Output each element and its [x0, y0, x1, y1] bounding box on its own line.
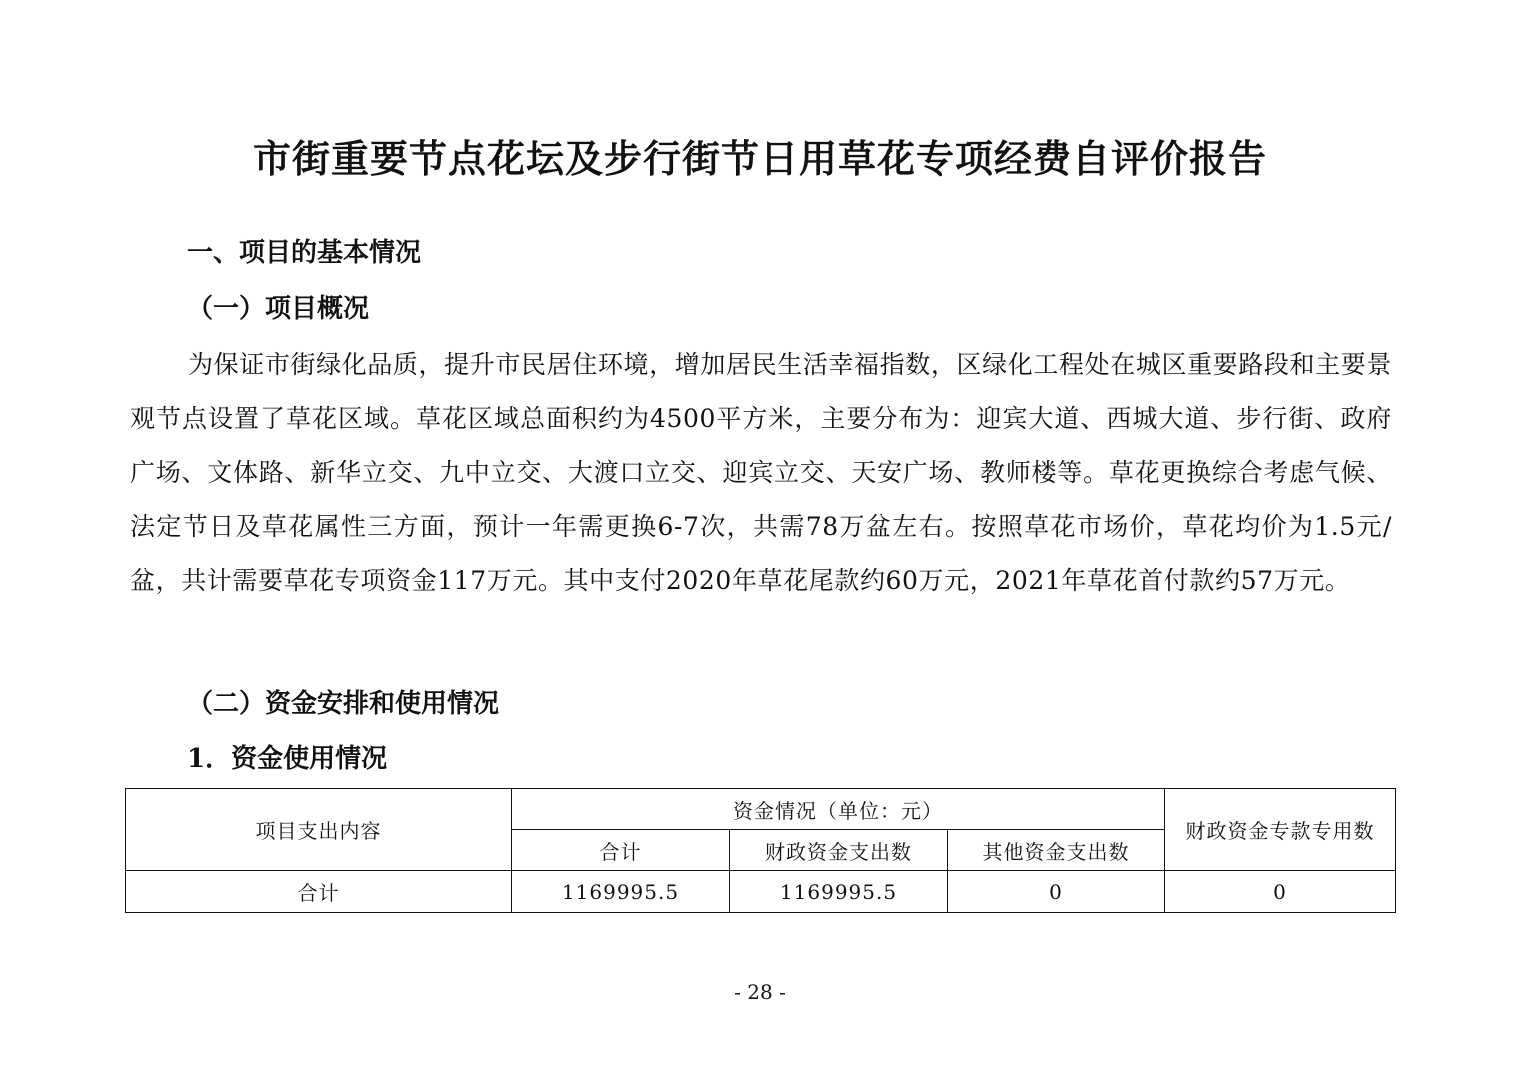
row-total-cell: 1169995.5	[512, 871, 730, 913]
header-other-cell: 其他资金支出数	[948, 830, 1165, 871]
row-other-cell: 0	[948, 871, 1165, 913]
row-special-cell: 0	[1165, 871, 1396, 913]
subsection-heading-overview: （一）项目概况	[187, 294, 370, 324]
header-item-cell: 项目支出内容	[126, 789, 512, 871]
overview-paragraph: 为保证市街绿化品质，提升市民居住环境，增加居民生活幸福指数，区绿化工程处在城区重要路段和主要景观节点设置了草花区域。草花区域总面积约为4500平方米，主要分布为：迎宾大道、西城大道、步行街、政府广场、文体路、新华立交、九中立交、大渡口立交、迎宾立交、天安广场、教师楼等。草花更换综合考虑气候、法定节日及草花属性三方面，预计一年需更换6-7次，共需78万盆左右。按照草花市场价，草花均价为1.5元/盆，共计需要草花专项资金117万元。其中支付2020年草花尾款约60万元，2021年草花首付款约57万元。	[130, 350, 1392, 595]
header-special-cell: 财政资金专款专用数	[1165, 789, 1396, 871]
row-item-cell: 合计	[126, 871, 512, 913]
section-heading-basic-info: 一、项目的基本情况	[187, 238, 422, 268]
subsection-heading-fund-usage: 1．资金使用情况	[187, 744, 388, 774]
subsection-heading-funding: （二）资金安排和使用情况	[187, 689, 500, 719]
row-fiscal-cell: 1169995.5	[730, 871, 948, 913]
page-number: - 28 -	[734, 980, 786, 1004]
header-fiscal-cell: 财政资金支出数	[730, 830, 948, 871]
fund-usage-table	[125, 788, 1396, 913]
header-total-cell: 合计	[512, 830, 730, 871]
document-title: 市街重要节点花坛及步行街节日用草花专项经费自评价报告	[252, 136, 1267, 181]
header-funds-cell: 资金情况（单位：元）	[512, 789, 1165, 830]
table-header-row	[126, 789, 1396, 830]
table-row	[126, 871, 1396, 913]
